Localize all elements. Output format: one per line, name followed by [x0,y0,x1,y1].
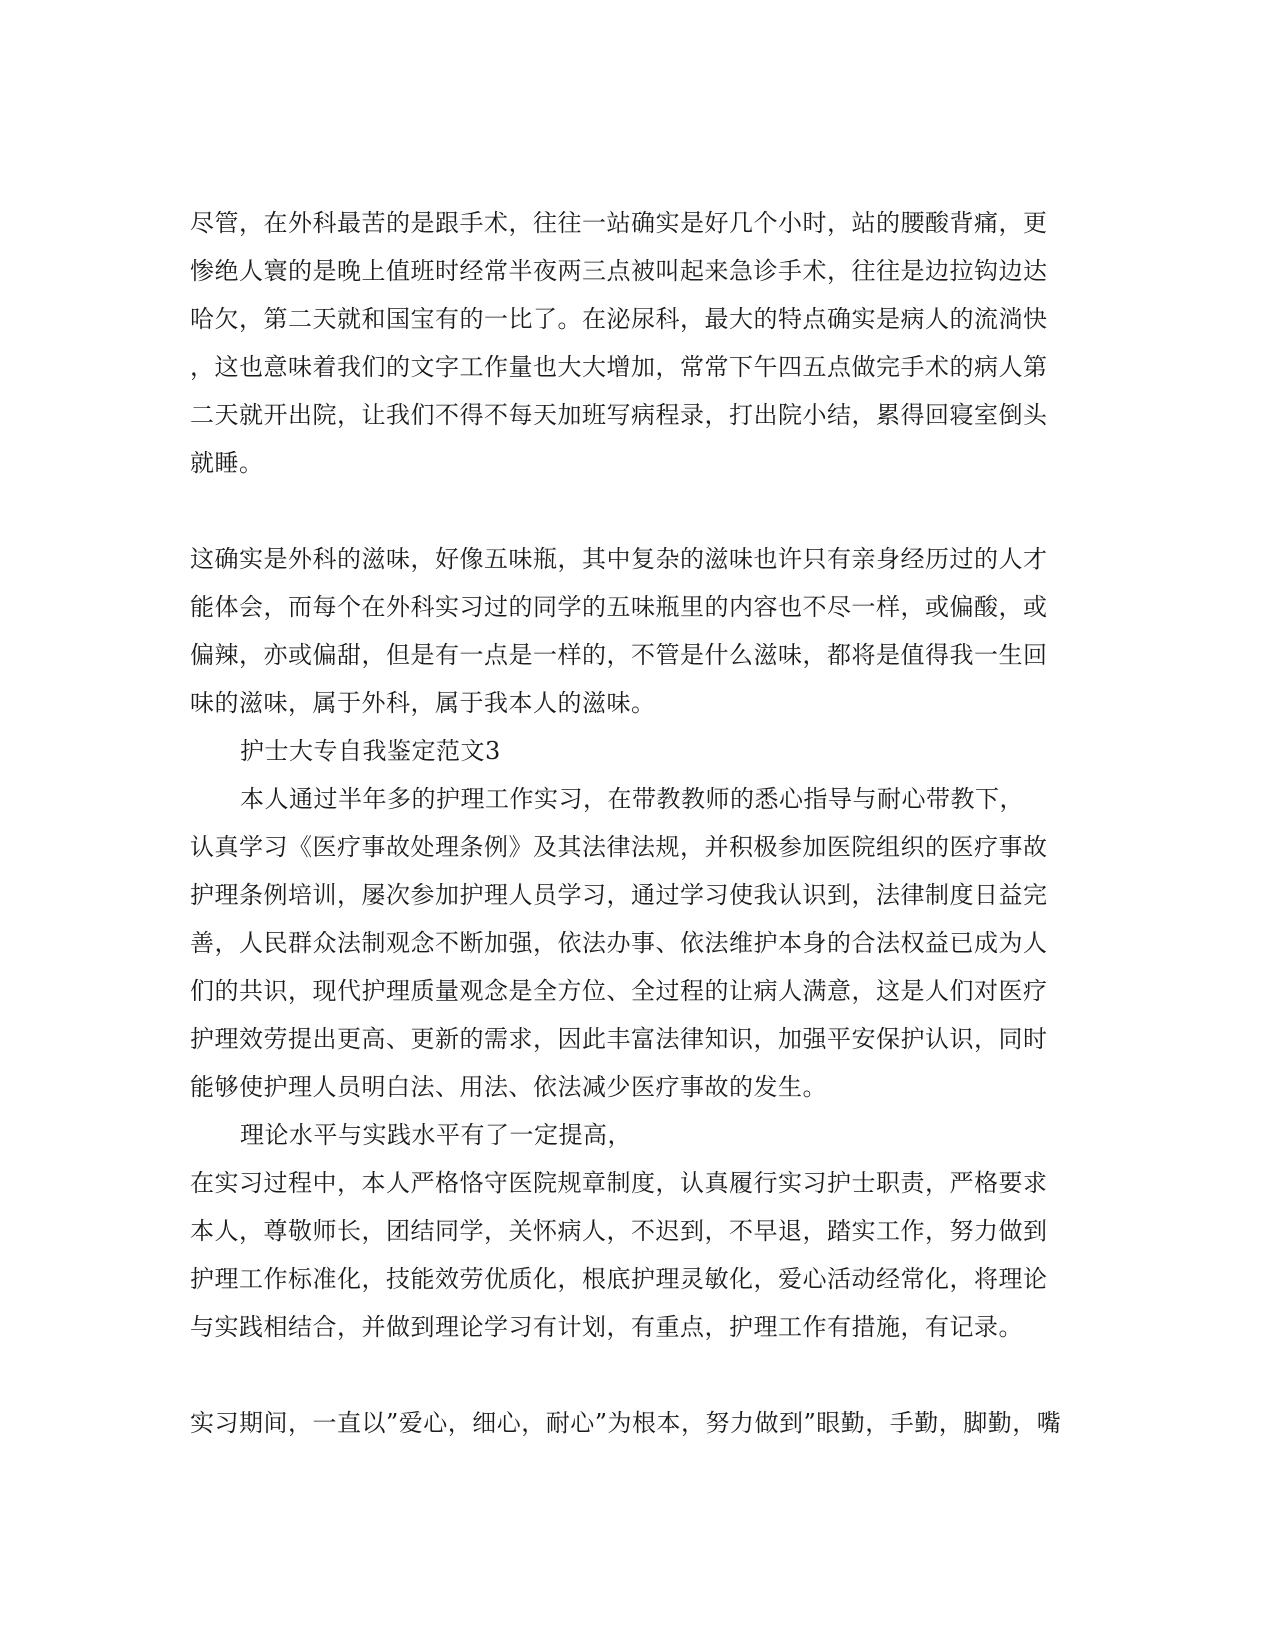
body-line: 尽管，在外科最苦的是跟手术，往往一站确实是好几个小时，站的腰酸背痛，更 [190,209,1048,237]
body-line: 在实习过程中，本人严格恪守医院规章制度，认真履行实习护士职责，严格要求 [190,1169,1048,1197]
body-line: 偏辣，亦或偏甜，但是有一点是一样的，不管是什么滋味，都将是值得我一生回 [190,641,1048,669]
body-line: 惨绝人寰的是晚上值班时经常半夜两三点被叫起来急诊手术，往往是边拉钩边达 [190,257,1048,285]
body-line: 实习期间，一直以”爱心，细心，耐心”为根本，努力做到”眼勤，手勤，脚勤，嘴 [190,1409,1062,1437]
body-line: 们的共识，现代护理质量观念是全方位、全过程的让病人满意，这是人们对医疗 [190,977,1048,1005]
body-line: 二天就开出院，让我们不得不每天加班写病程录，打出院小结，累得回寝室倒头 [190,401,1048,429]
body-line: 能体会，而每个在外科实习过的同学的五味瓶里的内容也不尽一样，或偏酸，或 [190,593,1048,621]
body-line: 护理效劳提出更高、更新的需求，因此丰富法律知识，加强平安保护认识，同时 [190,1025,1048,1053]
body-line: 味的滋味，属于外科，属于我本人的滋味。 [190,689,656,717]
body-line: 就睡。 [190,449,264,477]
body-line: 护理工作标准化，技能效劳优质化，根底护理灵敏化，爱心活动经常化，将理论 [190,1265,1048,1293]
body-line: 护理条例培训，屡次参加护理人员学习，通过学习使我认识到，法律制度日益完 [190,881,1048,909]
body-line: 善，人民群众法制观念不断加强，依法办事、依法维护本身的合法权益已成为人 [190,929,1048,957]
section-heading: 护士大专自我鉴定范文3 [240,737,501,765]
body-line: 本人，尊敬师长，团结同学，关怀病人，不迟到，不早退，踏实工作，努力做到 [190,1217,1048,1245]
body-line: 理论水平与实践水平有了一定提高， [240,1121,632,1149]
body-line: 认真学习《医疗事故处理条例》及其法律法规，并积极参加医院组织的医疗事故 [190,833,1048,861]
body-line: 哈欠，第二天就和国宝有的一比了。在泌尿科，最大的特点确实是病人的流淌快 [190,305,1048,333]
body-line: 能够使护理人员明白法、用法、依法减少医疗事故的发生。 [190,1073,827,1101]
body-line: 本人通过半年多的护理工作实习，在带教教师的悉心指导与耐心带教下， [240,785,1024,813]
body-line: 这确实是外科的滋味，好像五味瓶，其中复杂的滋味也许只有亲身经历过的人才 [190,545,1048,573]
body-line: 与实践相结合，并做到理论学习有计划，有重点，护理工作有措施，有记录。 [190,1313,1023,1341]
body-line: ，这也意味着我们的文字工作量也大大增加，常常下午四五点做完手术的病人第 [190,353,1048,381]
